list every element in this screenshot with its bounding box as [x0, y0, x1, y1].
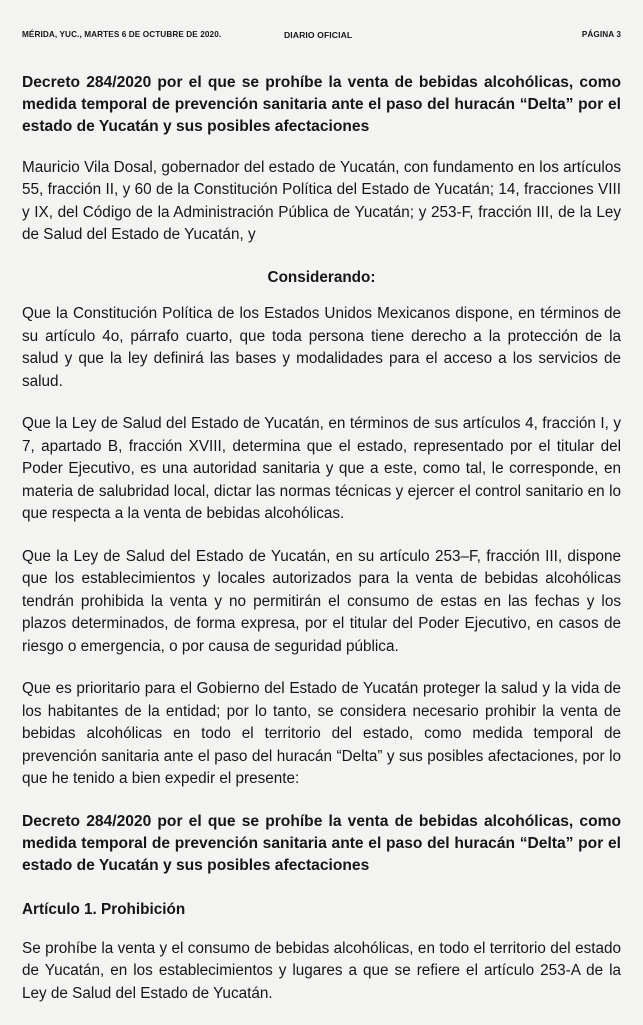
decree-title: Decreto 284/2020 por el que se prohíbe la venta de bebidas alcohólicas, como medida temporal de prevención sanitaria ante el paso del huracán “Delta” por el estado de Yucatán y sus posibles afectaciones [22, 74, 621, 136]
considerando-heading: Considerando: [267, 268, 376, 286]
article-1-heading: Artículo 1. Prohibición [22, 901, 186, 919]
article-1-text: Se prohíbe la venta y el consumo de bebidas alcohólicas, en todo el territorio del estado de Yucatán, en los establecimientos y lugares a que se refiere el artículo 253-A de la Ley de Salud del Estado de Yucatán. [22, 939, 621, 1002]
decree-title-repeat: Decreto 284/2020 por el que se prohíbe la venta de bebidas alcohólicas, como medida temporal de prevención sanitaria ante el paso del huracán “Delta” por el estado de Yucatán y sus posibles afectaciones [22, 812, 621, 875]
header-publication: DIARIO OFICIAL [284, 30, 353, 40]
document-body [22, 72, 621, 1025]
page-header [22, 30, 621, 42]
preamble-paragraph: Mauricio Vila Dosal, gobernador del estado de Yucatán, con fundamento en los artículos 55, fracción II, y 60 de la Constitución Política del Estado de Yucatán; 14, fracciones VIII y IX, del Código de la Administración Pública de Yucatán; y 253-F, fracción III, de la Ley de Salud del Estado de Yucatán, y [22, 158, 621, 244]
considerando-paragraph: Que la Ley de Salud del Estado de Yucatán, en términos de sus artículos 4, fracción I, y 7, apartado B, fracción XVIII, determina que el estado, representado por el titular del Poder Ejecutivo, es una autoridad sanitaria y que a este, como tal, le corresponde, en materia de salubridad local, dictar las normas técnicas y ejercer el control sanitario en lo que respecta a la venta de bebidas alcohólicas. [22, 415, 621, 523]
considerando-paragraph: Que la Constitución Política de los Estados Unidos Mexicanos dispone, en términos de su artículo 4o, párrafo cuarto, que toda persona tiene derecho a la protección de la salud y que la ley definirá las bases y modalidades para el acceso a los servicios de salud. [22, 305, 621, 390]
considerando-paragraph: Que la Ley de Salud del Estado de Yucatán, en su artículo 253–F, fracción III, dispone que los establecimientos y locales autorizados para la venta de bebidas alcohólicas tendrán prohibida la venta y no permitirán el consumo de estas en las fechas y los plazos determinados, de forma expresa, por el titular del Poder Ejecutivo, en casos de riesgo o emergencia, o por causa de seguridad pública. [22, 547, 621, 655]
considerando-paragraph: Que es prioritario para el Gobierno del Estado de Yucatán proteger la salud y la vida de los habitantes de la entidad; por lo tanto, se considera necesario prohibir la venta de bebidas alcohólicas en todo el territorio del estado, como medida temporal de prevención sanitaria ante el paso del huracán “Delta” y sus posibles afectaciones, por lo que he tenido a bien expedir el presente: [22, 680, 621, 788]
header-date: MÉRIDA, YUC., MARTES 6 DE OCTUBRE DE 2020. [22, 30, 222, 39]
header-page-number: PÁGINA 3 [581, 30, 621, 39]
